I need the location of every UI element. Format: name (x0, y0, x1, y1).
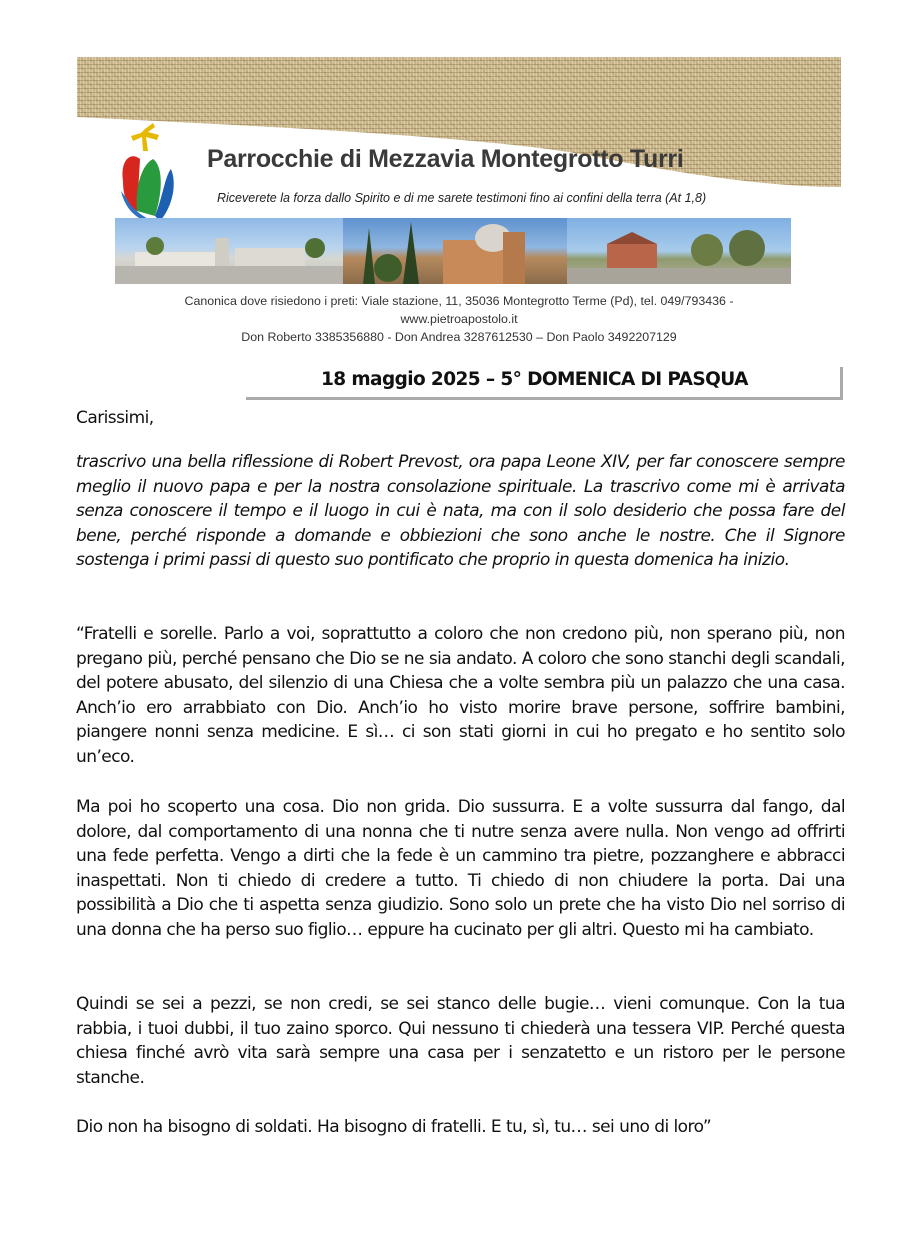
date-title: 18 maggio 2025 – 5° DOMENICA DI PASQUA (321, 369, 748, 390)
quote-paragraph-1: “Fratelli e sorelle. Parlo a voi, soprattutto a coloro che non credono più, non sperano più, non pregano più, perché pensano che Dio se ne sia andato. A coloro che sono stanchi degli scandali, del potere abusato, del silenzio di una Chiesa che a volte sembra più un palazzo che una casa. Anch’io ero arrabbiato con Dio. Anch’io ho visto morire brave persone, soffrire bambini, piangere nonni senza medicine. E sì… ci son stati giorni in cui ho pregato e ho sentito solo un’eco. (76, 624, 845, 767)
salutation: Carissimi, (76, 408, 154, 428)
parish-title: Parrocchie di Mezzavia Montegrotto Turri (207, 145, 684, 173)
address-line: Canonica dove risiedono i preti: Viale stazione, 11, 35036 Montegrotto Terme (Pd), tel. 049/793436 - (184, 294, 734, 308)
intro-paragraph: trascrivo una bella riflessione di Robert Prevost, ora papa Leone XIV, per far conoscere sempre meglio il nuovo papa e per la nostra consolazione spirituale. La trascrivo come mi è arrivata senza conoscere il tempo e il luogo in cui è nata, ma con il solo desiderio che possa fare del bene, perché risponde a domande e obbiezioni che sono anche le nostre. Che il Signore sostenga i primi passi di questo suo pontificato che proprio in questa domenica ha inizio. (76, 451, 845, 570)
contact-info (77, 292, 841, 346)
church-photo-mezzavia (115, 218, 343, 284)
website-link[interactable]: www.pietroapostolo.it (400, 312, 518, 326)
parish-motto: Riceverete la forza dallo Spirito e di me sarete testimoni fino ai confini della terra (At 1,8) (217, 191, 707, 205)
church-photo-turri (567, 218, 791, 284)
photo-strip (115, 218, 791, 284)
priests-phones: Don Roberto 3385356880 - Don Andrea 3287612530 – Don Paolo 3492207129 (241, 330, 677, 344)
church-photo-montegrotto (343, 218, 567, 284)
quote-paragraph-4: Dio non ha bisogno di soldati. Ha bisogno di fratelli. E tu, sì, tu… sei uno di loro” (76, 1117, 712, 1137)
parish-logo-icon (115, 121, 175, 231)
date-banner (246, 367, 843, 400)
quote-paragraph-2: Ma poi ho scoperto una cosa. Dio non grida. Dio sussurra. E a volte sussurra dal fango, dal dolore, dal comportamento di una nonna che ti nutre senza avere nulla. Non vengo ad offrirti una fede perfetta. Vengo a dirti che la fede è un cammino tra pietre, pozzanghere e abbracci inaspettati. Non ti chiedo di credere a tutto. Ti chiedo di non chiudere la porta. Dai una possibilità a Dio che ti aspetta senza giudizio. Sono solo un prete che ha visto Dio nel sorriso di una donna che ha perso suo figlio… eppure ha cucinato per gli altri. Questo mi ha cambiato. (76, 797, 845, 940)
quote-paragraph-3: Quindi se sei a pezzi, se non credi, se sei stanco delle bugie… vieni comunque. Con la tua rabbia, i tuoi dubbi, il tuo zaino sporco. Qui nessuno ti chiederà una tessera VIP. Perché questa chiesa finché avrò vita sarà sempre una casa per i senzatetto e un ristoro per le persone stanche. (76, 994, 845, 1088)
